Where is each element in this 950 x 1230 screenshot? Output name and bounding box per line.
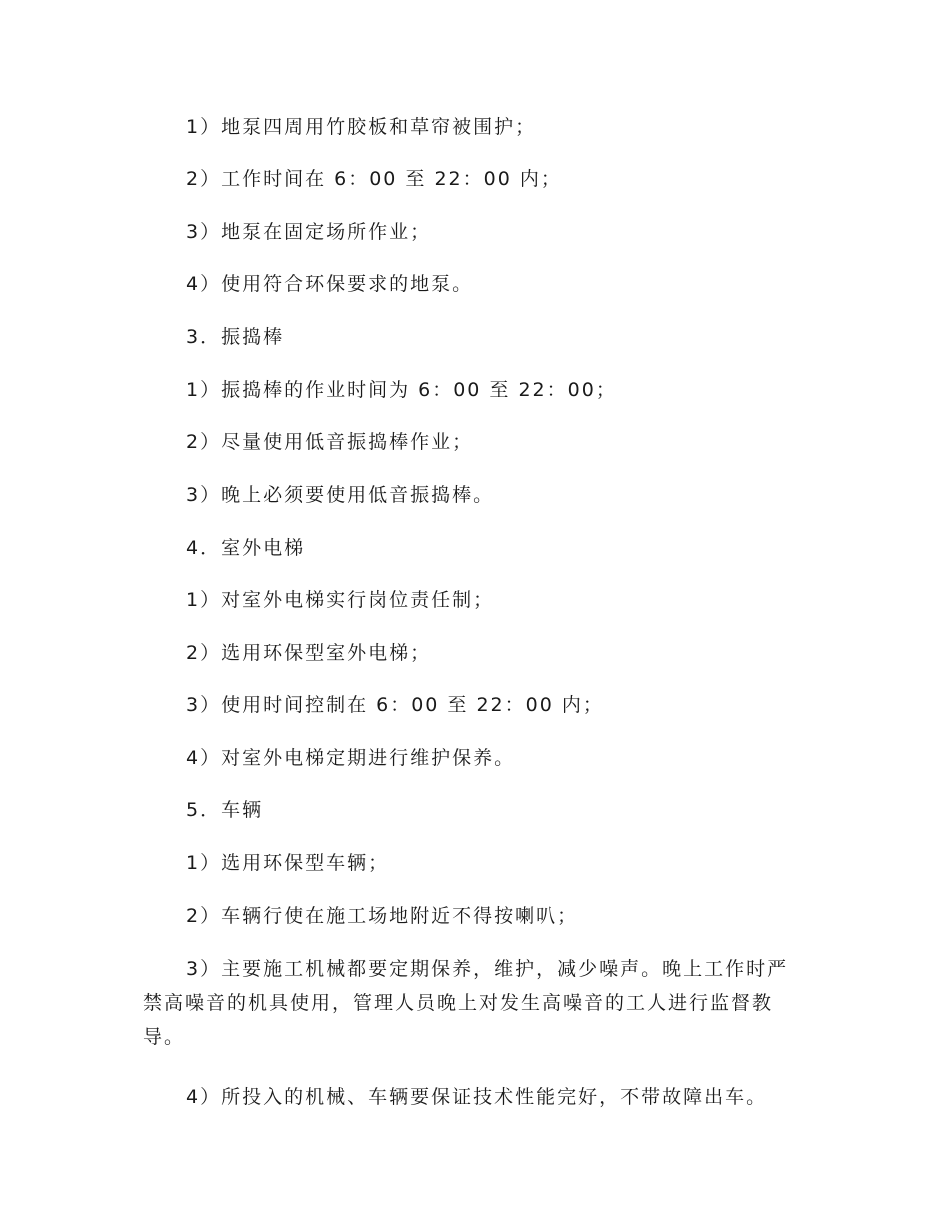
text-line-7: 2）尽量使用低音振捣棒作业； — [186, 431, 474, 453]
text-line-1: 1）地泵四周用竹胶板和草帘被围护； — [186, 116, 537, 138]
text-line-3: 3）地泵在固定场所作业； — [186, 221, 432, 243]
text-line-15: 1）选用环保型车辆； — [186, 852, 390, 874]
text-line-4: 4）使用符合环保要求的地泵。 — [186, 273, 474, 295]
paragraph-machinery-maintenance: 3）主要施工机械都要定期保养，维护，减少噪声。晚上工作时严禁高噪音的机具使用，管理人员晚上对发生高噪音的工人进行监督教导。 — [143, 958, 789, 1048]
text-line-12: 3）使用时间控制在 6：00 至 22：00 内； — [186, 694, 604, 716]
section-heading-vehicles: 5．车辆 — [186, 799, 264, 821]
section-heading-elevator: 4．室外电梯 — [186, 537, 306, 559]
text-line-10: 1）对室外电梯实行岗位责任制； — [186, 589, 495, 611]
text-line-6: 1）振捣棒的作业时间为 6：00 至 22：00； — [186, 379, 617, 401]
text-line-16: 2）车辆行使在施工场地附近不得按喇叭； — [186, 905, 579, 927]
section-heading-vibrator: 3．振捣棒 — [186, 326, 285, 348]
text-line-8: 3）晚上必须要使用低音振捣棒。 — [186, 484, 495, 506]
text-line-2: 2）工作时间在 6：00 至 22：00 内； — [186, 168, 562, 190]
text-line-11: 2）选用环保型室外电梯； — [186, 642, 432, 664]
paragraph-vehicle-condition: 4）所投入的机械、车辆要保证技术性能完好，不带故障出车。 — [186, 1086, 768, 1108]
text-line-13: 4）对室外电梯定期进行维护保养。 — [186, 747, 516, 769]
